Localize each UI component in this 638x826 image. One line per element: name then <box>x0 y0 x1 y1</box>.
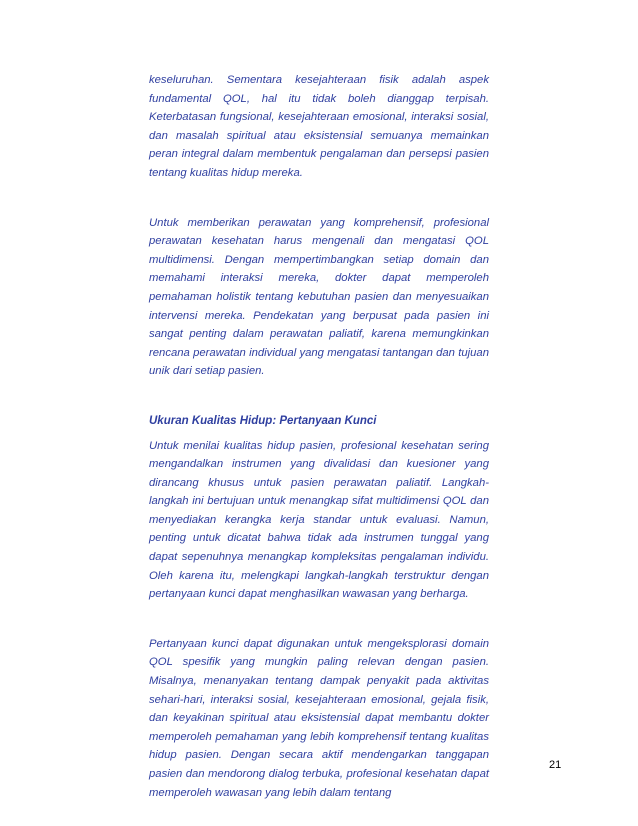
paragraph-assessment: Untuk menilai kualitas hidup pasien, profesional kesehatan sering mengandalkan instrumen yang divalidasi dan kuesioner yang dirancang khusus untuk pasien perawatan paliatif. Langkah-langkah ini bertujuan untuk menangkap sifat multidimensi QOL dan menyediakan kerangka kerja standar untuk evaluasi. Namun, penting untuk dicatat bahwa tidak ada instrumen tunggal yang dapat sepenuhnya menangkap kompleksitas pengalaman individu. Oleh karena itu, melengkapi langkah-langkah terstruktur dengan pertanyaan kunci dapat menghasilkan wawasan yang berharga. <box>149 439 489 601</box>
section-heading: Ukuran Kualitas Hidup: Pertanyaan Kunci <box>149 414 377 427</box>
paragraph-comprehensive-care: Untuk memberikan perawatan yang komprehensif, profesional perawatan kesehatan harus mengenali dan mengatasi QOL multidimensi. Dengan mempertimbangkan setiap domain dan memahami interaksi mereka, dokter dapat memperoleh pemahaman holistik tentang kebutuhan pasien dan menyesuaikan intervensi mereka. Pendekatan yang berpusat pada pasien ini sangat penting dalam perawatan paliatif, karena memungkinkan rencana perawatan individual yang mengatasi tantangan dan tujuan unik dari setiap pasien. <box>149 216 489 378</box>
page-number: 21 <box>549 759 562 771</box>
paragraph-continuation: keseluruhan. Sementara kesejahteraan fisik adalah aspek fundamental QOL, hal itu tidak boleh dianggap terpisah. Keterbatasan fungsional, kesejahteraan emosional, interaksi sosial, dan masalah spiritual atau eksistensial semuanya memainkan peran integral dalam membentuk pengalaman dan persepsi pasien tentang kualitas hidup mereka. <box>149 74 489 179</box>
paragraph-key-questions: Pertanyaan kunci dapat digunakan untuk mengeksplorasi domain QOL spesifik yang mungkin paling relevan dengan pasien. Misalnya, menanyakan tentang dampak penyakit pada aktivitas sehari-hari, interaksi sosial, kesejahteraan emosional, gejala fisik, dan keyakinan spiritual atau eksistensial dapat membantu dokter memperoleh pemahaman yang lebih komprehensif tentang kualitas hidup pasien. Dengan secara aktif mendengarkan tanggapan pasien dan mendorong dialog terbuka, profesional kesehatan dapat memperoleh wawasan yang lebih dalam tentang <box>149 637 489 799</box>
page-content <box>149 71 489 802</box>
